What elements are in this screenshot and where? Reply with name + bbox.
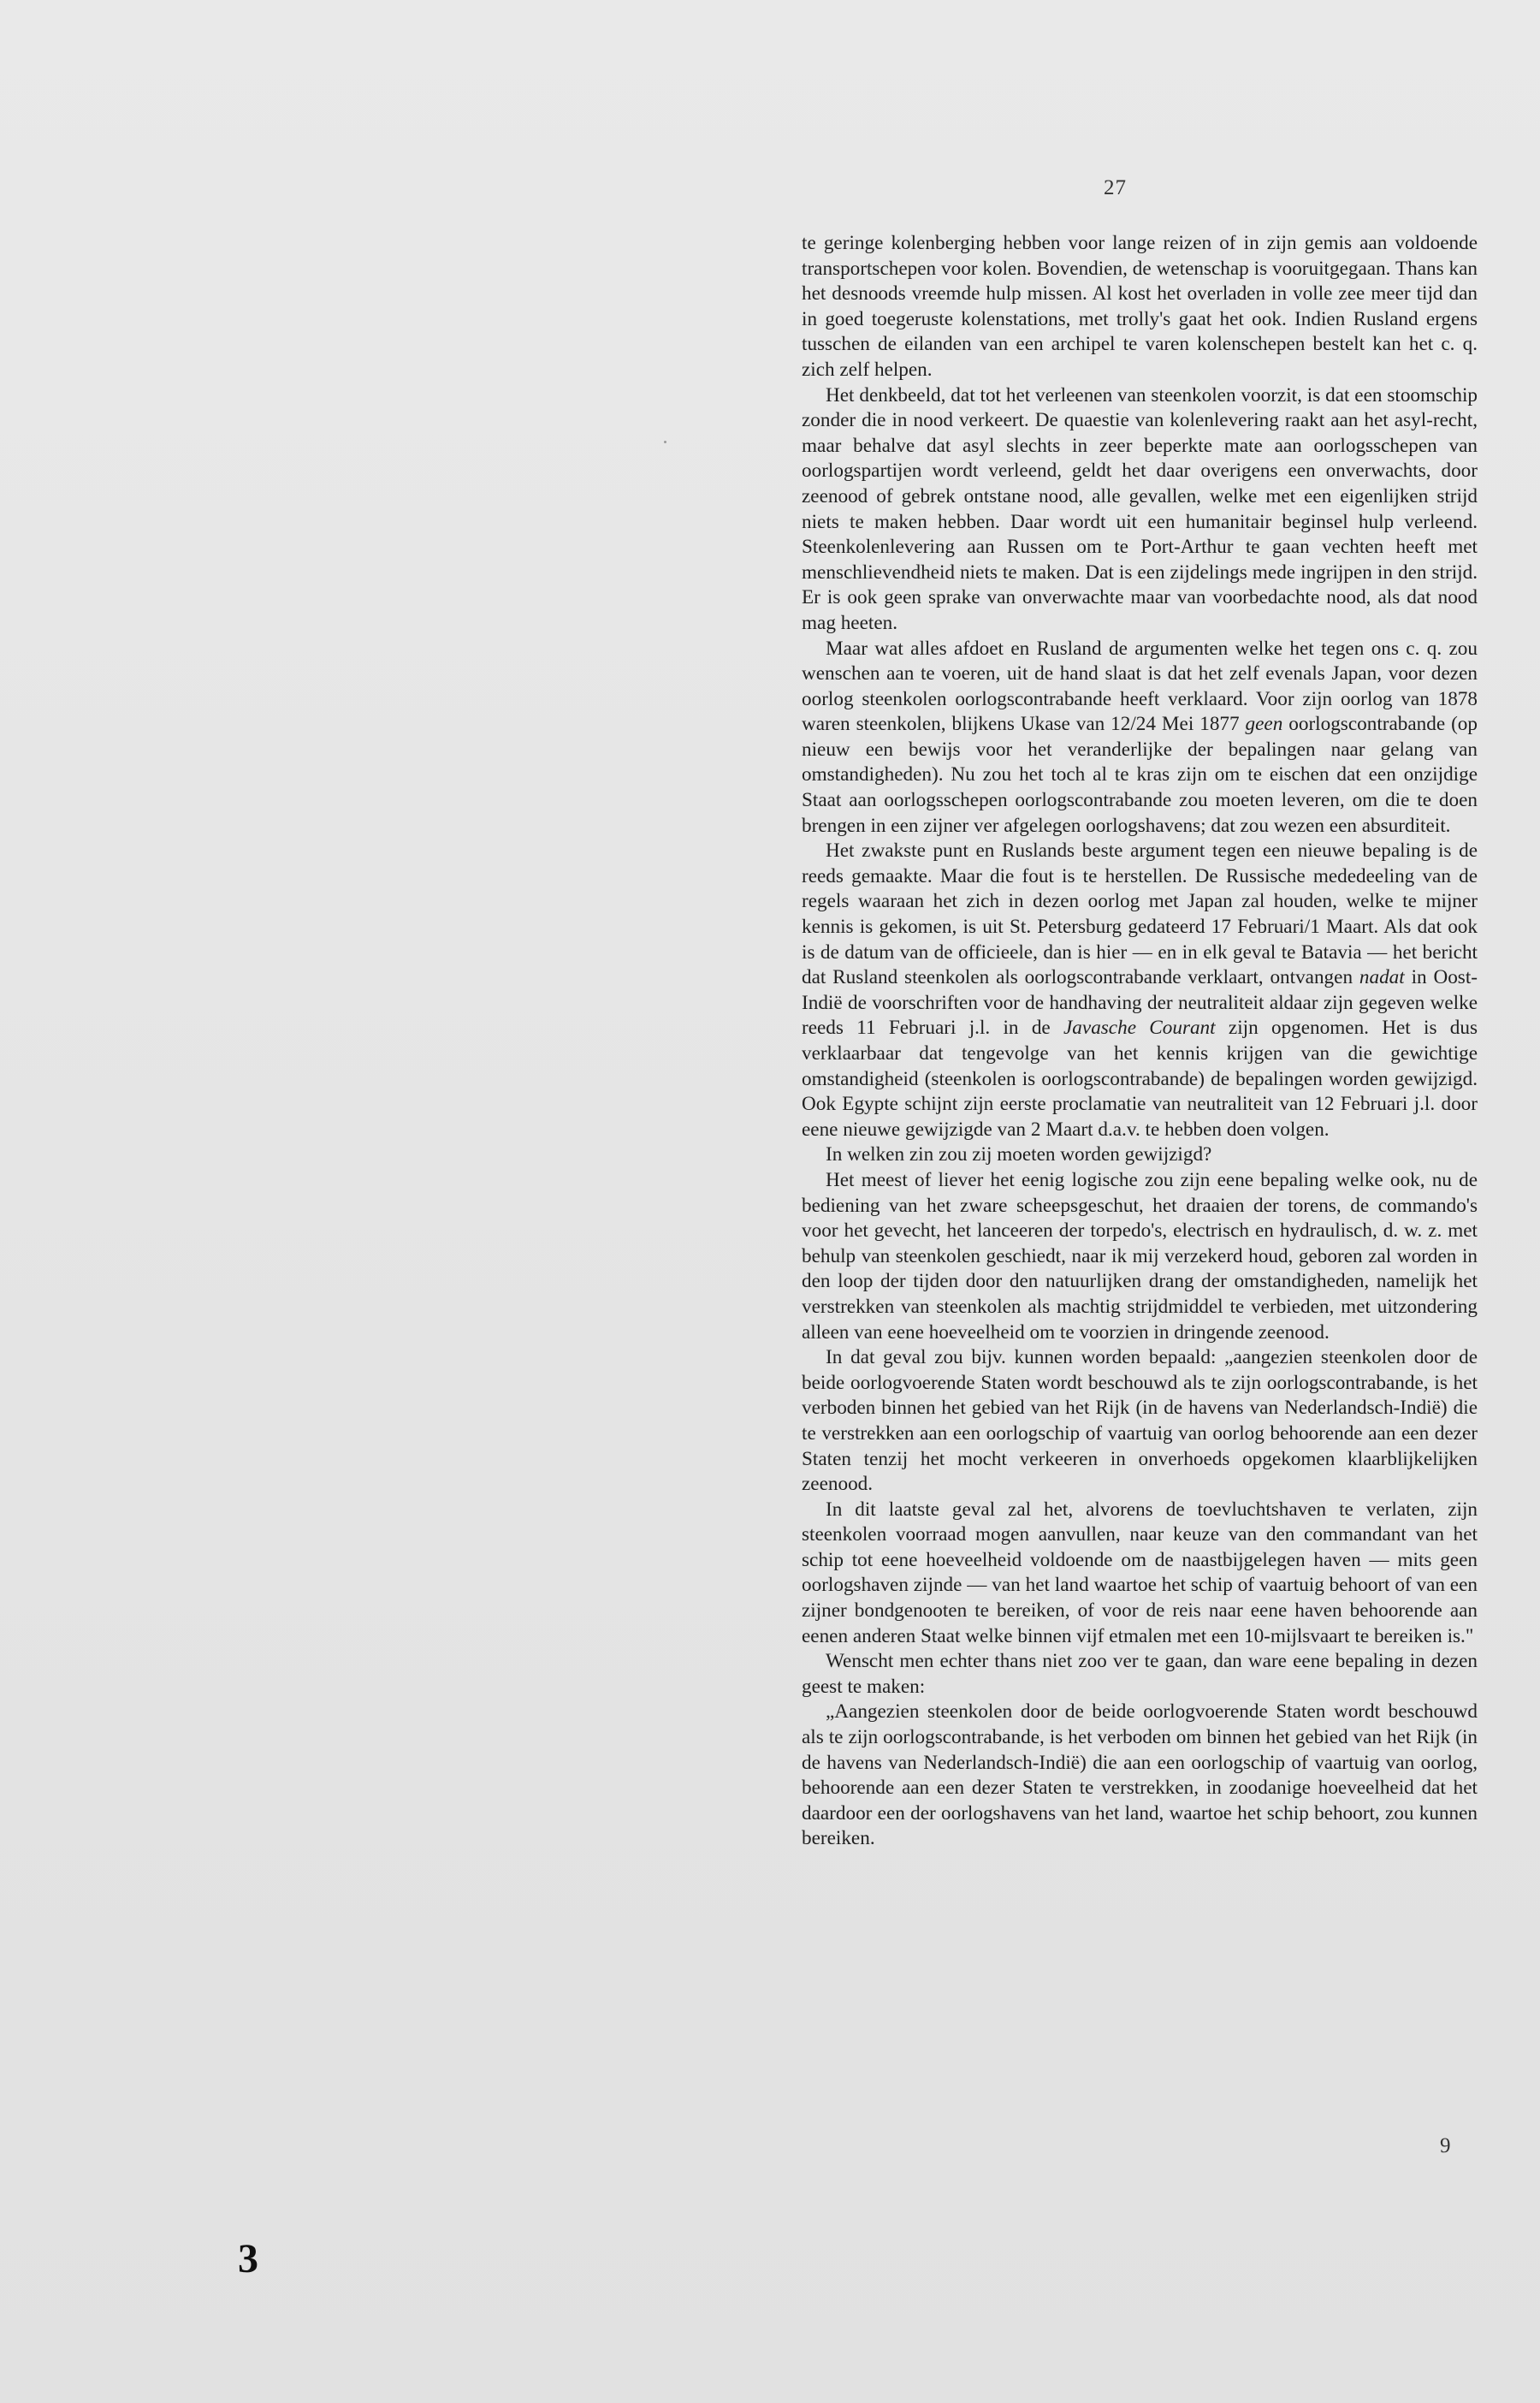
sheet-number: 3 [238,2236,258,2281]
text-column [802,231,1478,1852]
signature-mark: 9 [1440,2134,1451,2157]
paper-speck [664,441,666,443]
paragraph: Het meest of liever het eenig logische zou zijn eene bepaling welke ook, nu de bediening van het zware scheepsgeschut, het draaien der torens, de commando's voor het gevecht, het lanceeren der torpedo's, electrisch en hydraulisch, d. w. z. met behulp van steenkolen geschiedt, naar ik mij verzekerd houd, geboren zal worden in den loop der tijden door den natuurlijken drang der omstandigheden, namelijk het verstrekken van steenkolen als machtig strijdmiddel te verbieden, met uitzondering alleen van eene hoeveelheid om te voorzien in dringende zeenood. [802,1168,1478,1344]
paragraph: te geringe kolenberging hebben voor lange reizen of in zijn gemis aan voldoende transportschepen voor kolen. Bovendien, de wetenschap is vooruitgegaan. Thans kan het desnoods vreemde hulp missen. Al kost het overladen in volle zee meer tijd dan in goed toegeruste kolenstations, met trolly's gaat het ook. Indien Rusland ergens tusschen de eilanden van een archipel te varen kolenschepen bestelt kan het c. q. zich zelf helpen. [802,232,1478,381]
page-number: 27 [1104,176,1127,199]
paragraph: In welken zin zou zij moeten worden gewijzigd? [826,1143,1212,1166]
paragraph: In dat geval zou bijv. kunnen worden bepaald: „aangezien steenkolen door de beide oorlogvoerende Staten wordt beschouwd als te zijn oorlogscontrabande, is het verboden binnen het gebied van het Rijk (in de havens van Nederlandsch-Indië) die te verstrekken aan een oorlogschip of vaartuig van oorlog behoorende aan een dezer Staten tenzij het mocht verkeeren in onverhoeds opgekomen klaarblijkelijken zeenood. [802,1346,1478,1496]
paragraph: Het zwakste punt en Ruslands beste argument tegen een nieuwe bepaling is de reeds gemaakte. Maar die fout is te herstellen. De Russische mededeeling van de regels waaraan het zich in dezen oorlog met Japan zal houden, welke te mijner kennis is gekomen, is uit St. Petersburg gedateerd 17 Februari/1 Maart. Als dat ook is de datum van de officieele, dan is hier — en in elk geval te Batavia — het bericht dat Rusland steenkolen als oorlogscontrabande verklaart, ontvangen nadat in Oost-Indië de voorschriften voor de handhaving der neutraliteit aldaar zijn gegeven welke reeds 11 Februari j.l. in de Javasche Courant zijn opgenomen. Het is dus verklaarbaar dat tengevolge van het kennis krijgen van die gewichtige omstandigheid (steenkolen is oorlogscontrabande) de bepalingen worden gewijzigd. Ook Egypte schijnt zijn eerste proclamatie van neutraliteit van 12 Februari j.l. door eene nieuwe gewijzigde van 2 Maart d.a.v. te hebben doen volgen. [802,840,1478,1141]
paragraph: Wenscht men echter thans niet zoo ver te gaan, dan ware eene bepaling in dezen geest te maken: [802,1650,1478,1698]
paragraph: „Aangezien steenkolen door de beide oorlogvoerende Staten wordt beschouwd als te zijn oorlogscontrabande, is het verboden om binnen het gebied van het Rijk (in de havens van Nederlandsch-Indië) die aan een oorlogschip of vaartuig van oorlog, behoorende aan een dezer Staten te verstrekken, in zoodanige hoeveelheid dat het daardoor een der oorlogshavens van het land, waartoe het schip behoort, zou kunnen bereiken. [802,1700,1478,1850]
paragraph: Maar wat alles afdoet en Rusland de argumenten welke het tegen ons c. q. zou wenschen aan te voeren, uit de hand slaat is dat het zelf evenals Japan, voor dezen oorlog steenkolen oorlogscontrabande heeft verklaard. Voor zijn oorlog van 1878 waren steenkolen, blijkens Ukase van 12/24 Mei 1877 geen oorlogscontrabande (op nieuw een bewijs voor het veranderlijke der bepalingen naar gelang van omstandigheden). Nu zou het toch al te kras zijn om te eischen dat een onzijdige Staat aan oorlogsschepen oorlogscontrabande zou moeten leveren, om die te doen brengen in een zijner ver afgelegen oorlogshavens; dat zou wezen een absurditeit. [802,637,1478,837]
italic-emphasis: nadat [1359,966,1405,989]
paragraph: In dit laatste geval zal het, alvorens de toevluchtshaven te verlaten, zijn steenkolen voorraad mogen aanvullen, naar keuze van den commandant van het schip tot eene hoeveelheid voldoende om de naastbijgelegen haven — mits geen oorlogshaven zijnde — van het land waartoe het schip of vaartuig behoort of van een zijner bondgenooten te bereiken, of voor de reis naar eene haven behoorende aan eenen anderen Staat welke binnen vijf etmalen met een 10-mijlsvaart te bereiken is." [802,1498,1478,1647]
paragraph: Het denkbeeld, dat tot het verleenen van steenkolen voorzit, is dat een stoomschip zonder die in nood verkeert. De quaestie van kolenlevering raakt aan het asyl-recht, maar behalve dat asyl slechts in zeer beperkte mate aan oorlogsschepen van oorlogspartijen wordt verleend, geldt het daar overigens een onverwachts, door zeenood of gebrek ontstane nood, alle gevallen, welke met een eigenlijken strijd niets te maken hebben. Daar wordt uit een humanitair beginsel hulp verleend. Steenkolenlevering aan Russen om te Port-Arthur te gaan vechten heeft met menschlievendheid niets te maken. Dat is een zijdelings mede ingrijpen in den strijd. Er is ook geen sprake van onverwachte maar van voorbedachte nood, als dat nood mag heeten. [802,383,1478,634]
italic-emphasis: geen [1245,713,1283,736]
italic-newspaper-title: Javasche Courant [1063,1017,1216,1040]
